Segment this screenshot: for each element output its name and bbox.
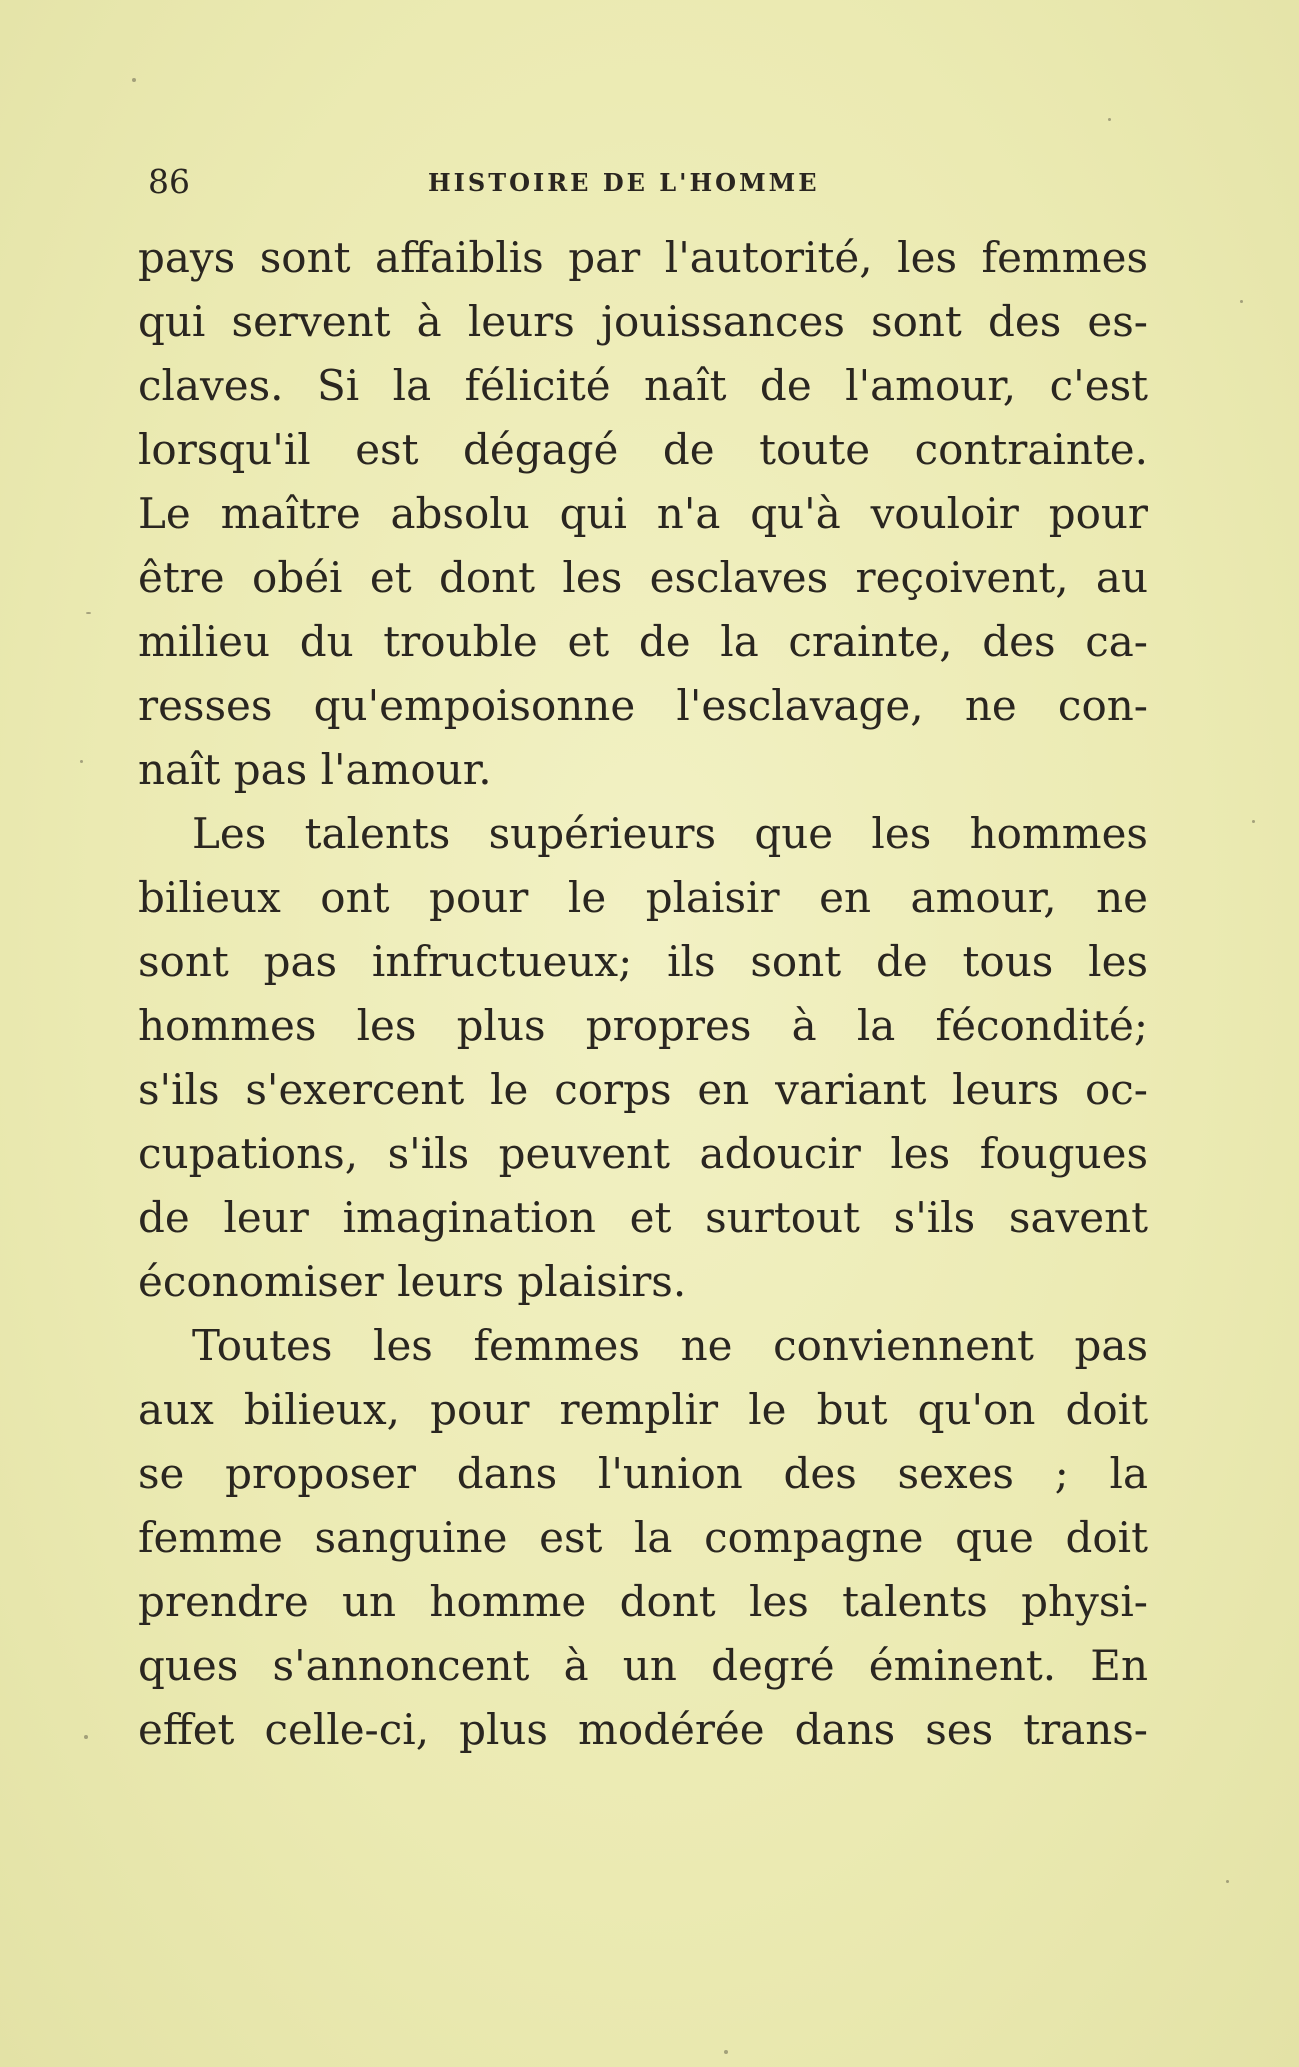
text-line: milieu du trouble et de la crainte, des ca- (138, 617, 1148, 666)
paragraph-first-line: Toutes les femmes ne conviennent pas (192, 1321, 1148, 1370)
text-line: ques s'annoncent à un degré éminent. En (138, 1641, 1148, 1690)
running-head: HISTOIRE DE L'HOMME (428, 168, 820, 197)
paragraph-first-line: Les talents supérieurs que les hommes (192, 809, 1148, 858)
page-header (148, 162, 1148, 202)
text-line: femme sanguine est la compagne que doit (138, 1513, 1148, 1562)
text-line: aux bilieux, pour remplir le but qu'on doit (138, 1385, 1148, 1434)
text-line: hommes les plus propres à la fécondité; (138, 1001, 1148, 1050)
text-line: sont pas infructueux; ils sont de tous les (138, 937, 1148, 986)
text-line: claves. Si la félicité naît de l'amour, c'est (138, 361, 1148, 410)
text-line: de leur imagination et surtout s'ils savent (138, 1193, 1148, 1242)
text-line: pays sont affaiblis par l'autorité, les femmes (138, 233, 1148, 282)
body-text (138, 226, 1148, 1762)
text-line: effet celle-ci, plus modérée dans ses trans- (138, 1705, 1148, 1754)
text-line: cupations, s'ils peuvent adoucir les fougues (138, 1129, 1148, 1178)
page-number: 86 (148, 162, 190, 201)
text-line: être obéi et dont les esclaves reçoivent, au (138, 553, 1148, 602)
text-line: bilieux ont pour le plaisir en amour, ne (138, 873, 1148, 922)
text-line: économiser leurs plaisirs. (138, 1257, 687, 1306)
text-line: prendre un homme dont les talents physi- (138, 1577, 1148, 1626)
text-line: naît pas l'amour. (138, 745, 492, 794)
text-line: resses qu'empoisonne l'esclavage, ne con- (138, 681, 1148, 730)
text-line: Le maître absolu qui n'a qu'à vouloir pour (138, 489, 1148, 538)
text-line: qui servent à leurs jouissances sont des es- (138, 297, 1148, 346)
text-line: lorsqu'il est dégagé de toute contrainte. (138, 425, 1148, 474)
text-line: s'ils s'exercent le corps en variant leurs oc- (138, 1065, 1148, 1114)
text-line: se proposer dans l'union des sexes ; la (138, 1449, 1148, 1498)
